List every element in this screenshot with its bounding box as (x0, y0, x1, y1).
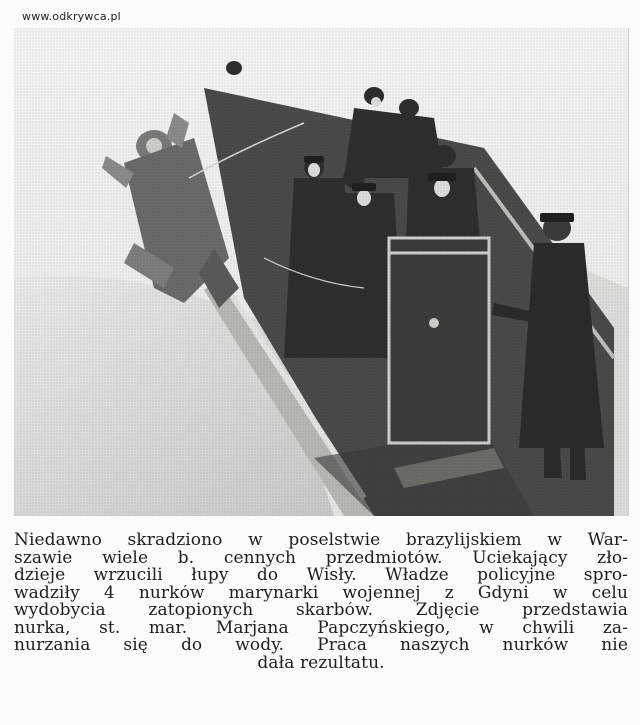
caption-line: wydobycia zatopionych skarbów. Zdjęcie przedstawia (14, 602, 628, 620)
photo-caption (14, 532, 628, 672)
watermark: www.odkrywca.pl (22, 10, 121, 23)
caption-line: dzieje wrzucili łupy do Wisły. Władze policyjne spro- (14, 567, 628, 585)
caption-line: nurka, st. mar. Marjana Papczyńskiego, w chwili za- (14, 619, 628, 637)
caption-line: wadziły 4 nurków marynarki wojennej z Gdyni w celu (14, 584, 628, 602)
caption-line: Niedawno skradziono w poselstwie brazylijskiem w War- (14, 532, 628, 550)
caption-line: dała rezultatu. (257, 654, 385, 672)
caption-line: nurzania się do wody. Praca naszych nurków nie (14, 637, 628, 655)
caption-line: szawie wiele b. cennych przedmiotów. Uciekający zło- (14, 549, 628, 567)
halftone-photograph (14, 28, 629, 516)
photo-illustration (14, 28, 628, 516)
